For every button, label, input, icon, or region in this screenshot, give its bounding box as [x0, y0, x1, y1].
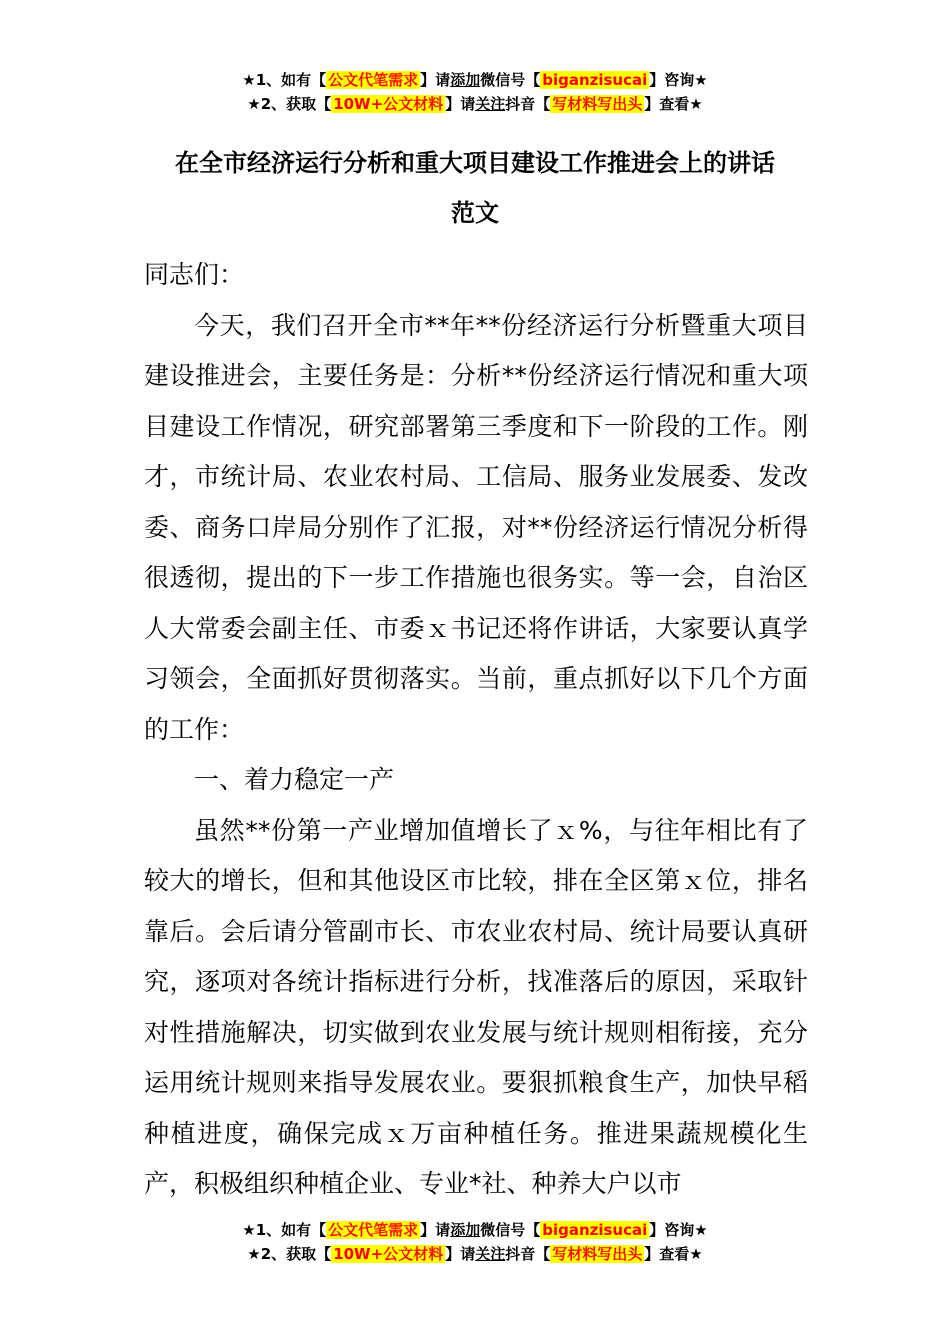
- salutation: 同志们：: [144, 260, 245, 289]
- underlined-text: 添加: [450, 71, 481, 89]
- promo-text: ★1、如有【: [242, 1221, 327, 1239]
- highlight-text: 10W+公文材料: [333, 1245, 444, 1263]
- promo-text: 微信号【: [480, 71, 541, 89]
- promo-text: 抖音【: [505, 95, 551, 113]
- promo-text: 】咨询★: [649, 71, 708, 89]
- paragraph-intro: 今天，我们召开全市**年**份经济运行分析暨重大项目建设推进会，主要任务是：分析**份经济运行情况和重大项目建设工作情况，研究部署第三季度和下一阶段的工作。刚才，市统计局、农业农村局、工信局、服务业发展委、发改委、商务口岸局分别作了汇报，对**份经济运行情况分析得很透彻，提出的下一步工作措施也很务实。等一会，自治区人大常委会副主任、市委ｘ书记还将作讲话，大家要认真学习领会，全面抓好贯彻落实。当前，重点抓好以下几个方面的工作：: [144, 310, 808, 744]
- promo-line-1: [0, 1218, 950, 1242]
- document-body: [144, 250, 808, 1210]
- wechat-id: biganzisucai: [542, 71, 648, 89]
- douyin-account: 写材料写出头: [552, 1245, 643, 1263]
- underlined-text: 添加: [450, 1221, 481, 1239]
- title-line-1: 在全市经济运行分析和重大项目建设工作推进会上的讲话: [175, 149, 775, 177]
- promo-text: 】请: [420, 1221, 451, 1239]
- promo-line-2: [0, 1242, 950, 1266]
- section-heading: 一、着力稳定一产: [194, 765, 395, 794]
- document-title: [100, 138, 850, 238]
- underlined-text: 关注: [475, 1245, 506, 1263]
- promo-text: 】查看★: [644, 95, 703, 113]
- promo-text: 】请: [420, 71, 451, 89]
- highlight-text: 公文代笔需求: [328, 1221, 419, 1239]
- underlined-text: 关注: [475, 95, 506, 113]
- promo-text: 】咨询★: [649, 1221, 708, 1239]
- promo-text: 抖音【: [505, 1245, 551, 1263]
- promo-text: ★1、如有【: [242, 71, 327, 89]
- promo-line-1: [0, 68, 950, 92]
- highlight-text: 10W+公文材料: [333, 95, 444, 113]
- promo-text: 微信号【: [480, 1221, 541, 1239]
- promo-text: 】查看★: [644, 1245, 703, 1263]
- promo-line-2: [0, 92, 950, 116]
- promo-notice-bottom: [0, 1218, 950, 1266]
- wechat-id: biganzisucai: [542, 1221, 648, 1239]
- highlight-text: 公文代笔需求: [328, 71, 419, 89]
- promo-text: ★2、获取【: [247, 1245, 332, 1263]
- promo-text: 】请: [445, 95, 476, 113]
- promo-text: ★2、获取【: [247, 95, 332, 113]
- promo-text: 】请: [445, 1245, 476, 1263]
- paragraph-agriculture: 虽然**份第一产业增加值增长了ｘ%，与往年相比有了较大的增长，但和其他设区市比较，排在全区第ｘ位，排名靠后。会后请分管副市长、市农业农村局、统计局要认真研究，逐项对各统计指标进行分析，找准落后的原因，采取针对性措施解决，切实做到农业发展与统计规则相衔接，充分运用统计规则来指导发展农业。要狠抓粮食生产，加快早稻种植进度，确保完成ｘ万亩种植任务。推进果蔬规模化生产，积极组织种植企业、专业*社、种养大户以市: [144, 815, 808, 1198]
- promo-notice-top: [0, 68, 950, 116]
- douyin-account: 写材料写出头: [552, 95, 643, 113]
- title-line-2: 范文: [451, 199, 499, 227]
